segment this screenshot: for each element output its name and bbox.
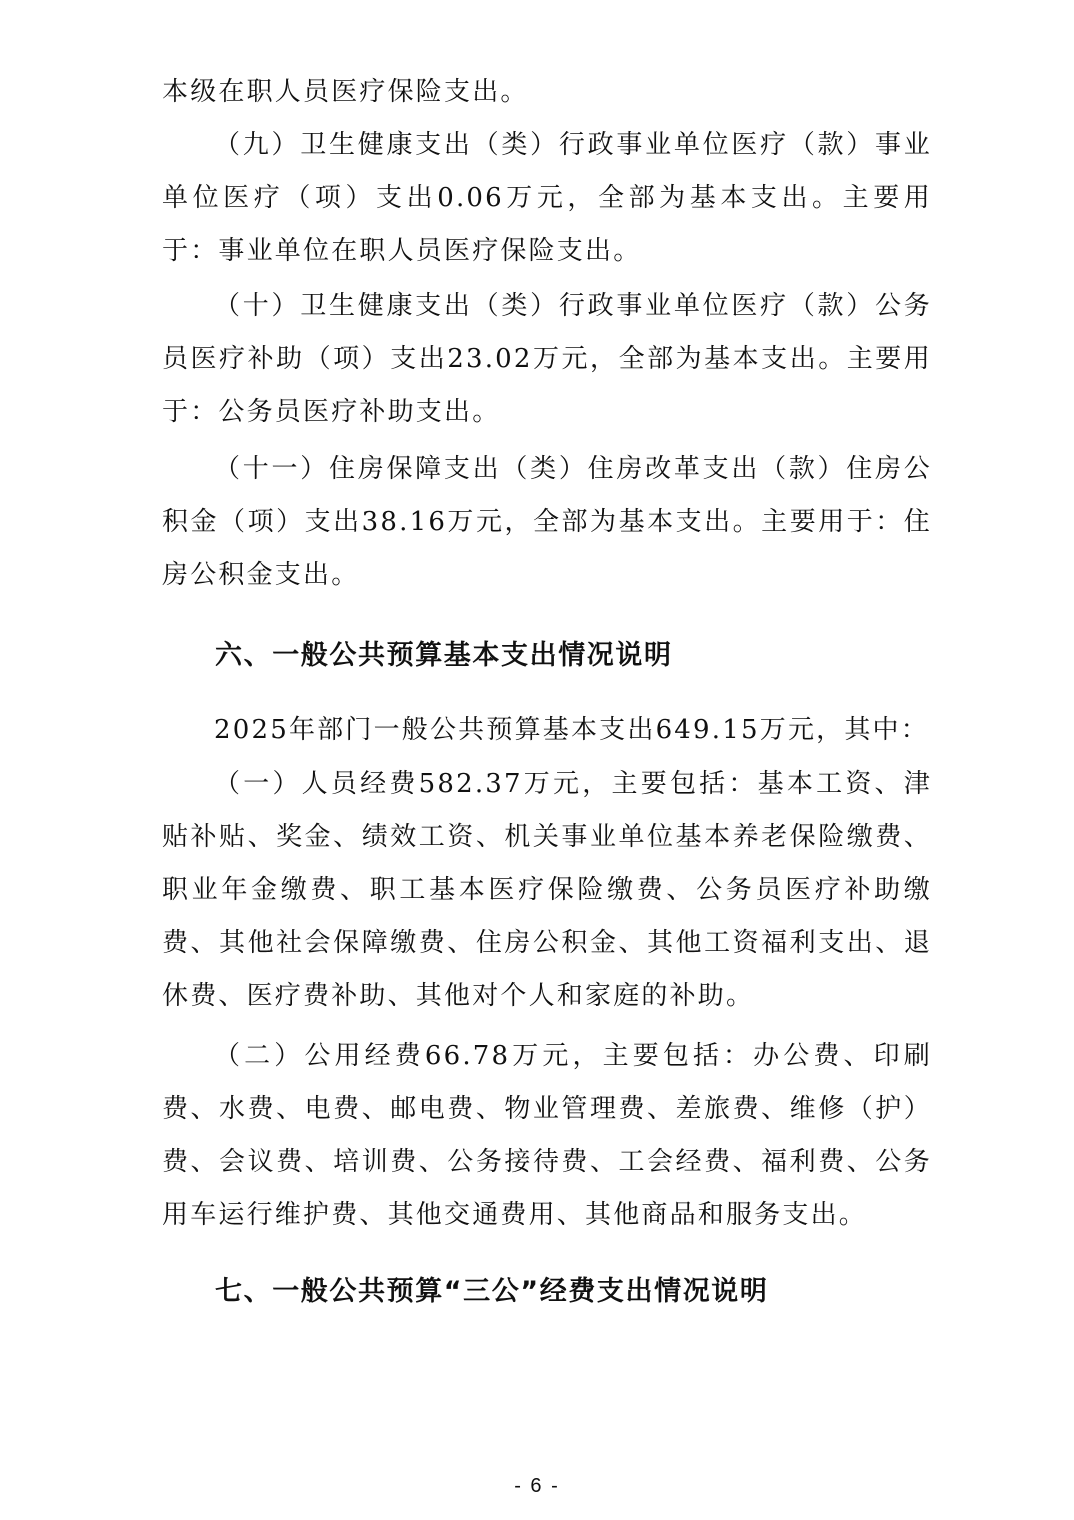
- section-7-heading: 七、一般公共预算“三公”经费支出情况说明: [215, 1276, 769, 1307]
- section-6-heading: 六、一般公共预算基本支出情况说明: [215, 640, 673, 671]
- personnel-expenses-paragraph: （一）人员经费582.37万元，主要包括：基本工资、津贴补贴、奖金、绩效工资、机关事业单位基本养老保险缴费、职业年金缴费、职工基本医疗保险缴费、公务员医疗补助缴费、其他社会保障缴费、住房公积金、其他工资福利支出、退休费、医疗费补助、其他对个人和家庭的补助。: [162, 769, 932, 1011]
- item-10-paragraph: （十）卫生健康支出（类）行政事业单位医疗（款）公务员医疗补助（项）支出23.02万元，全部为基本支出。主要用于：公务员医疗补助支出。: [162, 291, 932, 427]
- continued-paragraph: 本级在职人员医疗保险支出。: [162, 77, 529, 107]
- public-expenses-paragraph: （二）公用经费66.78万元，主要包括：办公费、印刷费、水费、电费、邮电费、物业管理费、差旅费、维修（护）费、会议费、培训费、公务接待费、工会经费、福利费、公务用车运行维护费、其他交通费用、其他商品和服务支出。: [162, 1041, 932, 1230]
- item-9-paragraph: （九）卫生健康支出（类）行政事业单位医疗（款）事业单位医疗（项）支出0.06万元，全部为基本支出。主要用于：事业单位在职人员医疗保险支出。: [162, 130, 932, 266]
- item-11-paragraph: （十一）住房保障支出（类）住房改革支出（款）住房公积金（项）支出38.16万元，全部为基本支出。主要用于：住房公积金支出。: [162, 454, 932, 590]
- section-6-intro: 2025年部门一般公共预算基本支出649.15万元，其中：: [214, 715, 929, 745]
- page-number: - 6 -: [514, 1475, 560, 1497]
